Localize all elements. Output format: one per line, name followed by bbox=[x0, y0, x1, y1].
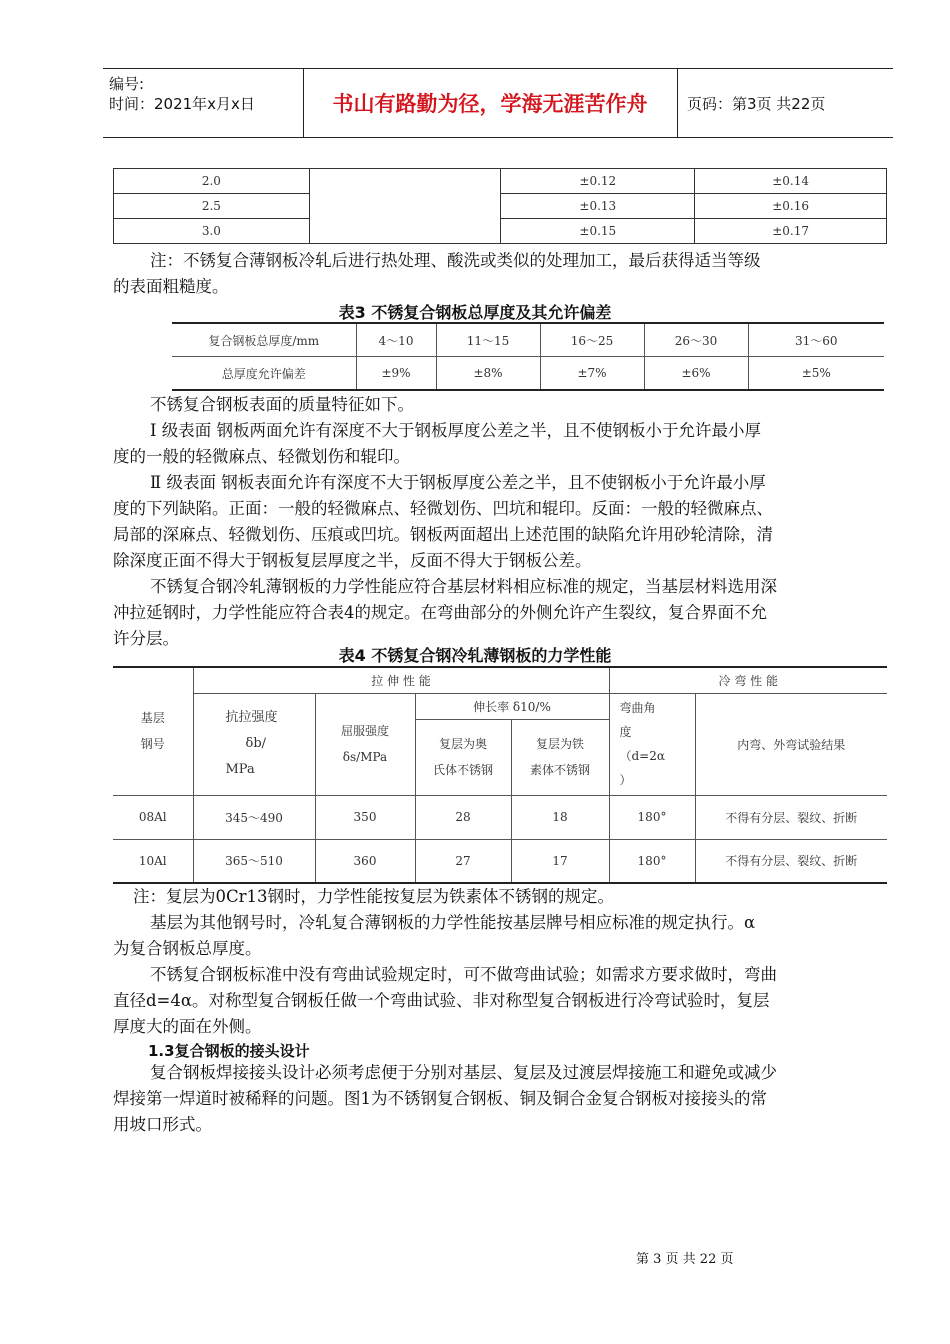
paragraph-line: 为复合钢板总厚度。 bbox=[113, 939, 262, 958]
tolerance-cell: ±0.16 bbox=[695, 194, 887, 219]
table3-caption: 表3 不锈复合钢板总厚度及其允许偏差 bbox=[338, 303, 612, 322]
thickness-cell: 3.0 bbox=[114, 219, 310, 244]
paragraph-line: 冲拉延钢时，力学性能应符合表4的规定。在弯曲部分的外侧允许产生裂纹，复合界面不允 bbox=[113, 603, 767, 622]
table-row bbox=[113, 839, 887, 883]
angle-cell: 180° bbox=[609, 795, 695, 839]
table4-caption: 表4 不锈复合钢冷轧薄钢板的力学性能 bbox=[338, 646, 612, 665]
page-header bbox=[103, 68, 893, 138]
table4-mechanical-properties bbox=[113, 666, 887, 884]
header-left-cell bbox=[103, 69, 304, 137]
paragraph-line: 除深度正面不得大于钢板复层厚度之半，反面不得大于钢板公差。 bbox=[113, 551, 592, 570]
paragraph-line: 局部的深麻点、轻微划伤、压痕或凹坑。钢板两面超出上述范围的缺陷允许用砂轮清除，清 bbox=[113, 525, 773, 544]
paragraph-line: 焊接第一焊道时被稀释的问题。图1为不锈钢复合钢板、铜及铜合金复合钢板对接接头的常 bbox=[113, 1089, 767, 1108]
paragraph-line: 用坡口形式。 bbox=[113, 1115, 212, 1134]
table-row bbox=[172, 357, 884, 391]
result-cell: 不得有分层、裂纹、折断 bbox=[695, 839, 887, 883]
bend-result-header: 内弯、外弯试验结果 bbox=[695, 693, 887, 795]
paragraph-line: Ⅱ 级表面 钢板表面允许有深度不大于钢板厚度公差之半，且不使钢板小于允许最小厚 bbox=[150, 473, 766, 492]
table3-total-thickness bbox=[172, 322, 884, 391]
tolerance-cell: ±0.15 bbox=[501, 219, 695, 244]
yield-cell: 350 bbox=[315, 795, 415, 839]
tolerance-cell: ±8% bbox=[436, 357, 540, 391]
note-0cr13: 注：复层为0Cr13钢时，力学性能按复层为铁素体不锈钢的规定。 bbox=[133, 887, 615, 906]
tolerance-table-continued bbox=[113, 168, 887, 244]
austenitic-cell: 27 bbox=[415, 839, 511, 883]
table-row bbox=[114, 194, 887, 219]
after-table4-text bbox=[113, 884, 883, 1040]
austenitic-cell: 28 bbox=[415, 795, 511, 839]
tolerance-cell: ±0.13 bbox=[501, 194, 695, 219]
paragraph-line: 不锈复合钢板标准中没有弯曲试验规定时，可不做弯曲试验；如需求方要求做时，弯曲 bbox=[150, 965, 777, 984]
thickness-cell: 2.5 bbox=[114, 194, 310, 219]
empty-merged-cell bbox=[309, 169, 501, 244]
header-page-label: 页码：第3页 共22页 bbox=[687, 94, 826, 113]
tolerance-cell: ±9% bbox=[356, 357, 436, 391]
paragraph-line: 直径d=4α。对称型复合钢板任做一个弯曲试验、非对称型复合钢板进行冷弯试验时，复层 bbox=[113, 991, 770, 1010]
table-row bbox=[113, 693, 887, 719]
table-row bbox=[113, 667, 887, 693]
tensile-strength-header: 抗拉强度 δb/ MPa bbox=[193, 693, 315, 795]
bend-header: 冷 弯 性 能 bbox=[609, 667, 887, 693]
number-label: 编号: bbox=[109, 75, 145, 93]
range-cell: 31～60 bbox=[748, 323, 884, 357]
ferritic-header: 复层为铁 素体不锈钢 bbox=[511, 719, 609, 795]
austenitic-header: 复层为奥 氏体不锈钢 bbox=[415, 719, 511, 795]
tensile-cell: 345～490 bbox=[193, 795, 315, 839]
base-grade-header: 基层 钢号 bbox=[113, 667, 193, 795]
note-surface-roughness: 注：不锈复合薄钢板冷轧后进行热处理、酸洗或类似的处理加工，最后获得适当等级 的表面粗糙度。 bbox=[113, 251, 761, 296]
row-label: 复合钢板总厚度/mm bbox=[172, 323, 356, 357]
grade-cell: 10Al bbox=[138, 853, 167, 868]
table-row bbox=[114, 219, 887, 244]
elongation-header: 伸长率 δ10/% bbox=[415, 693, 609, 719]
tensile-cell: 365～510 bbox=[193, 839, 315, 883]
ferritic-cell: 17 bbox=[511, 839, 609, 883]
header-motto: 书山有路勤为径，学海无涯苦作舟 bbox=[303, 69, 678, 137]
yield-strength-header: 屈服强度 δs/MPa bbox=[315, 693, 415, 795]
paragraph-line: Ⅰ 级表面 钢板两面允许有深度不大于钢板厚度公差之半，且不使钢板小于允许最小厚 bbox=[150, 421, 762, 440]
tensile-header: 拉 伸 性 能 bbox=[193, 667, 609, 693]
row-label: 总厚度允许偏差 bbox=[221, 366, 306, 381]
range-cell: 26～30 bbox=[644, 323, 748, 357]
range-cell: 11～15 bbox=[436, 323, 540, 357]
tolerance-cell: ±5% bbox=[748, 357, 884, 391]
paragraph-line: 度的下列缺陷。正面：一般的轻微麻点、轻微划伤、凹坑和辊印。反面：一般的轻微麻点、 bbox=[113, 499, 773, 518]
date-label: 时间：2021年x月x日 bbox=[109, 95, 255, 113]
range-cell: 16～25 bbox=[540, 323, 644, 357]
angle-cell: 180° bbox=[609, 839, 695, 883]
tolerance-cell: ±7% bbox=[540, 357, 644, 391]
result-cell: 不得有分层、裂纹、折断 bbox=[695, 795, 887, 839]
ferritic-cell: 18 bbox=[511, 795, 609, 839]
yield-cell: 360 bbox=[315, 839, 415, 883]
tolerance-cell: ±0.12 bbox=[501, 169, 695, 194]
paragraph-line: 复合钢板焊接接头设计必须考虑便于分别对基层、复层及过渡层焊接施工和避免或减少 bbox=[150, 1063, 777, 1082]
grade-cell: 08Al bbox=[113, 795, 193, 839]
body-paragraphs bbox=[113, 392, 883, 652]
range-cell: 4～10 bbox=[356, 323, 436, 357]
paragraph-line: 厚度大的面在外侧。 bbox=[113, 1017, 262, 1036]
tolerance-cell: ±6% bbox=[644, 357, 748, 391]
page-footer: 第 3 页 共 22 页 bbox=[636, 1252, 734, 1267]
table-row bbox=[114, 169, 887, 194]
thickness-cell: 2.0 bbox=[114, 169, 310, 194]
section-heading-1-3: 1.3复合钢板的接头设计 bbox=[148, 1042, 310, 1060]
paragraph-line: 基层为其他钢号时，冷轧复合薄钢板的力学性能按基层牌号相应标准的规定执行。α bbox=[150, 913, 756, 932]
paragraph-line: 许分层。 bbox=[113, 629, 179, 648]
bend-angle-header: 弯曲角 度 （d=2α ） bbox=[609, 693, 695, 795]
tolerance-cell: ±0.14 bbox=[695, 169, 887, 194]
table-row bbox=[113, 795, 887, 839]
table-row bbox=[172, 323, 884, 357]
paragraph-line: 不锈复合钢冷轧薄钢板的力学性能应符合基层材料相应标准的规定，当基层材料选用深 bbox=[150, 577, 777, 596]
tolerance-cell: ±0.17 bbox=[695, 219, 887, 244]
paragraph-line: 度的一般的轻微麻点、轻微划伤和辊印。 bbox=[113, 447, 410, 466]
joint-design-paragraph bbox=[113, 1060, 883, 1138]
paragraph: 不锈复合钢板表面的质量特征如下。 bbox=[150, 395, 414, 414]
